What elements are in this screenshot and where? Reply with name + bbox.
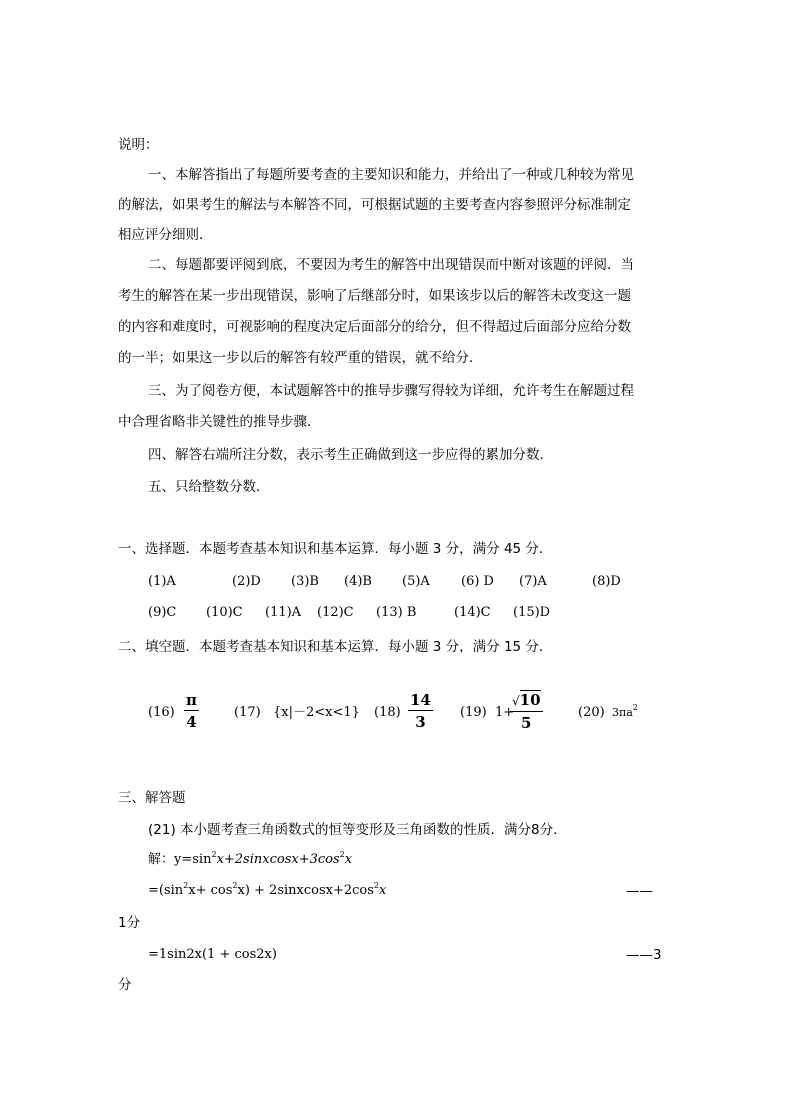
answer: (5)A: [402, 574, 430, 589]
answer: (11)A: [265, 605, 302, 620]
notes-paragraph: 五、只给整数分数．: [148, 479, 270, 495]
solution-line: $=(\sin^2x+ \cos^2x)$ + $2sinxcosx+2\cos^2x$: [148, 881, 387, 898]
notes-paragraph: 考生的解答在某一步出现错误，影响了后继部分时，如果该步以后的解答未改变这一题: [118, 288, 631, 304]
q17-label: (17): [234, 705, 261, 720]
q20-label: (20): [578, 705, 605, 720]
q19-fraction: $\frac{√10}{5}$: [512, 691, 541, 732]
answer: (12)C: [317, 605, 354, 620]
section2-title: 二、填空题．本题考查基本知识和基本运算．每小题 3 分，满分 15 分．: [118, 639, 553, 655]
notes-paragraph: 二、每题都要评阅到底，不要因为考生的解答中出现错误而中断对该题的评阅．当: [148, 257, 634, 273]
answer: (1)A: [148, 574, 176, 589]
section3-title: 三、解答题: [118, 790, 186, 806]
solution-line: 解：$y=\sin^2x+2sinxcosx+3\cos^2x$: [148, 850, 353, 867]
q17-answer: {x|－2<x<1}: [273, 705, 360, 720]
q16-label: (16): [148, 705, 175, 720]
score-mark: 1分: [118, 915, 141, 931]
answer: (4)B: [344, 574, 372, 589]
answer: (9)C: [148, 605, 177, 620]
notes-paragraph: 的解法，如果考生的解法与本解答不同，可根据试题的主要考查内容参照评分标准制定: [118, 197, 631, 213]
notes-paragraph: 四、解答右端所注分数，表示考生正确做到这一步应得的累加分数．: [148, 447, 553, 463]
answer: (6) D: [461, 574, 494, 589]
answer: (15)D: [513, 605, 551, 620]
answer: (10)C: [206, 605, 243, 620]
q20-answer: $3\pi a^2$: [612, 703, 638, 719]
answer: (2)D: [232, 574, 261, 589]
notes-paragraph: 的内容和难度时，可视影响的程度决定后面部分的给分，但不得超过后面部分应给分数: [118, 319, 631, 335]
answer: (3)B: [291, 574, 319, 589]
notes-paragraph: 中合理省略非关键性的推导步骤．: [118, 414, 321, 430]
notes-title: 说明：: [118, 137, 159, 153]
q19-prefix: 1+: [495, 705, 515, 720]
notes-paragraph: 三、为了阅卷方便，本试题解答中的推导步骤写得较为详细，允许考生在解题过程: [148, 383, 634, 399]
notes-paragraph: 的一半；如果这一步以后的解答有较严重的错误，就不给分．: [118, 350, 483, 366]
answer: (14)C: [454, 605, 491, 620]
answer: (13) B: [376, 605, 417, 620]
notes-paragraph: 一、本解答指出了每题所要考查的主要知识和能力，并给出了一种或几种较为常见: [148, 167, 634, 183]
score-mark: ——3: [626, 947, 662, 963]
score-mark: 分: [118, 977, 132, 993]
notes-paragraph: 相应评分细则．: [118, 227, 213, 243]
section1-title: 一、选择题．本题考查基本知识和基本运算．每小题 3 分，满分 45 分．: [118, 541, 553, 557]
q21-intro: (21) 本小题考查三角函数式的恒等变形及三角函数的性质．满分8分．: [148, 822, 567, 838]
q18-label: (18): [374, 705, 401, 720]
q19-label: (19): [460, 705, 487, 720]
q18-fraction: $\frac{14}{3}$: [410, 691, 431, 731]
q16-fraction: $\frac{\pi}{4}$: [186, 691, 197, 731]
answer: (7)A: [519, 574, 547, 589]
answer: (8)D: [592, 574, 621, 589]
solution-line: =1sin2x(1 + cos2x): [148, 947, 277, 962]
score-mark: ——: [626, 883, 653, 899]
